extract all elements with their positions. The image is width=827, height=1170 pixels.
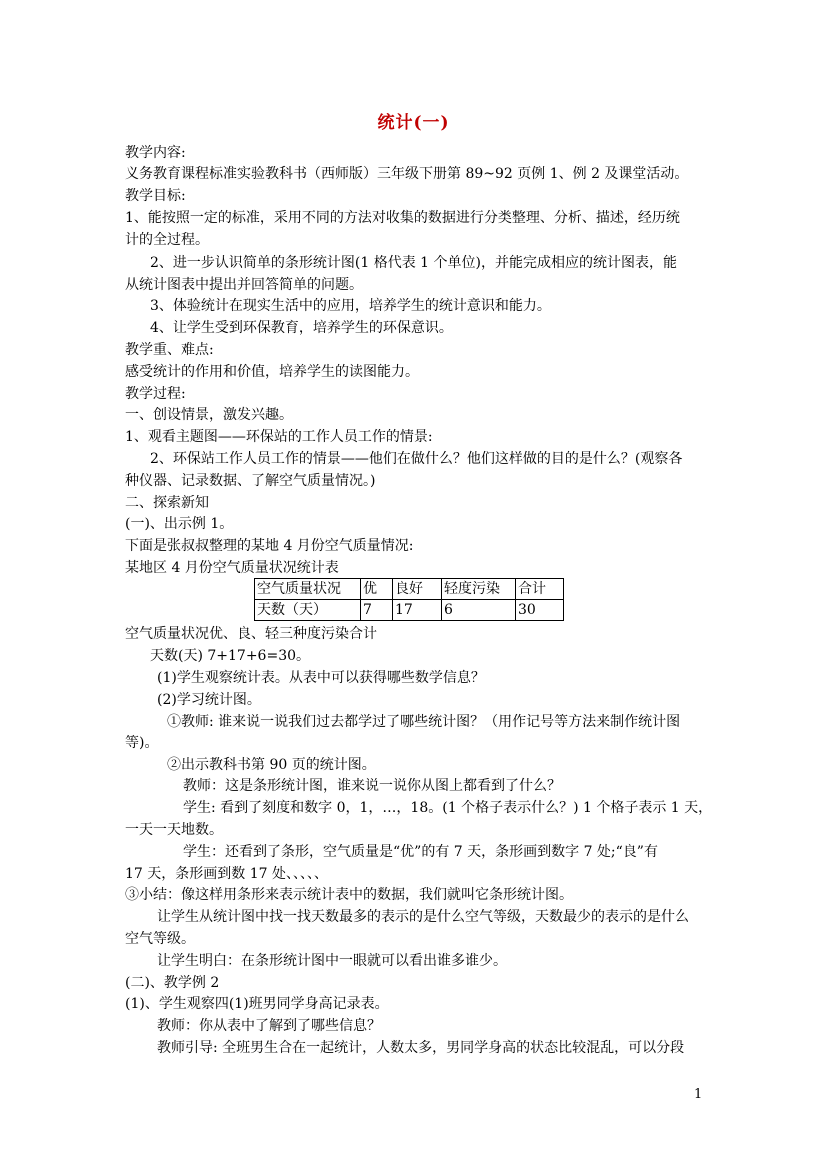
text-line: 空气等级。 xyxy=(125,931,195,947)
text-line: 让学生明白：在条形统计图中一眼就可以看出谁多谁少。 xyxy=(157,953,507,969)
text-line: (2)学习统计图。 xyxy=(157,692,261,708)
text-line: 教学重、难点: xyxy=(125,342,214,358)
text-line: 等)。 xyxy=(125,735,159,751)
table-cell: 天数（天） xyxy=(255,600,361,621)
text-line: 教学内容: xyxy=(125,145,186,161)
table-cell: 良好 xyxy=(393,579,442,600)
text-line: 某地区 4 月份空气质量状况统计表 xyxy=(125,560,339,576)
text-line: (二)、教学例 2 xyxy=(125,975,220,991)
text-line: 学生: 看到了刻度和数字 0，1，…，18。(1 个格子表示什么？) 1 个格子表示 1 天， xyxy=(183,800,713,816)
text-line: ③小结：像这样用条形来表示统计表中的数据，我们就叫它条形统计图。 xyxy=(125,887,573,903)
text-line: 义务教育课程标准实验教科书（西师版）三年级下册第 89~92 页例 1、例 2 及课堂活动。 xyxy=(125,166,689,182)
text-line: 教师：这是条形统计图，谁来说一说你从图上都看到了什么？ xyxy=(183,778,561,794)
text-line: (1)、学生观察四(1)班男同学身高记录表。 xyxy=(125,996,389,1012)
table-cell: 轻度污染 xyxy=(442,579,516,600)
text-line: 感受统计的作用和价值，培养学生的读图能力。 xyxy=(125,364,419,380)
text-line: 一天一天地数。 xyxy=(125,822,223,838)
table-cell: 空气质量状况 xyxy=(255,579,361,600)
table-cell: 优 xyxy=(361,579,393,600)
page-number: 1 xyxy=(694,1087,703,1102)
text-line: 学生：还看到了条形，空气质量是“优”的有 7 天，条形画到数字 7 处;“良”有 xyxy=(183,844,658,860)
table-cell: 17 xyxy=(393,600,442,621)
text-line: 计的全过程。 xyxy=(125,232,209,248)
table-cell: 30 xyxy=(516,600,564,621)
text-line: 空气质量状况优、良、轻三种度污染合计 xyxy=(125,626,377,642)
table-row xyxy=(255,579,564,600)
text-line: 教师：你从表中了解到了哪些信息？ xyxy=(157,1018,381,1034)
text-line: ①教师: 谁来说一说我们过去都学过了哪些统计图？（用作记号等方法来制作统计图 xyxy=(167,714,681,730)
text-line: 4、让学生受到环保教育，培养学生的环保意识。 xyxy=(150,320,453,336)
text-line: 教学目标: xyxy=(125,188,186,204)
text-line: 二、探索新知 xyxy=(125,495,209,511)
text-line: 1、能按照一定的标准，采用不同的方法对收集的数据进行分类整理、分析、描述，经历统 xyxy=(125,210,680,226)
text-line: 让学生从统计图中找一找天数最多的表示的是什么空气等级，天数最少的表示的是什么 xyxy=(157,909,689,925)
air-quality-table xyxy=(254,578,564,621)
table-cell: 6 xyxy=(442,600,516,621)
text-line: 从统计图表中提出并回答简单的问题。 xyxy=(125,277,363,293)
text-line: 17 天，条形画到数 17 处、、、、、 xyxy=(125,866,328,882)
text-line: 种仪器、记录数据、了解空气质量情况。) xyxy=(125,473,376,489)
text-line: 教师引导: 全班男生合在一起统计，人数太多，男同学身高的状态比较混乱，可以分段 xyxy=(157,1040,685,1056)
text-line: (一)、出示例 1。 xyxy=(125,516,234,532)
text-line: 2、环保站工作人员工作的情景——他们在做什么？他们这样做的目的是什么？(观察各 xyxy=(150,451,683,467)
text-line: ②出示教科书第 90 页的统计图。 xyxy=(167,757,376,773)
table-cell: 合计 xyxy=(516,579,564,600)
text-line: 天数(天) 7+17+6=30。 xyxy=(150,648,311,664)
table-row xyxy=(255,600,564,621)
text-line: 教学过程: xyxy=(125,386,186,402)
text-line: 1、观看主题图——环保站的工作人员工作的情景: xyxy=(125,429,433,445)
text-line: 一、创设情景，激发兴趣。 xyxy=(125,407,293,423)
text-line: 3、体验统计在现实生活中的应用，培养学生的统计意识和能力。 xyxy=(150,298,551,314)
document-title: 统计(一) xyxy=(377,113,450,133)
text-line: 下面是张叔叔整理的某地 4 月份空气质量情况: xyxy=(125,538,414,554)
text-line: 2、进一步认识简单的条形统计图(1 格代表 1 个单位)，并能完成相应的统计图表，能 xyxy=(150,255,677,271)
table-cell: 7 xyxy=(361,600,393,621)
text-line: (1)学生观察统计表。从表中可以获得哪些数学信息？ xyxy=(157,670,485,686)
